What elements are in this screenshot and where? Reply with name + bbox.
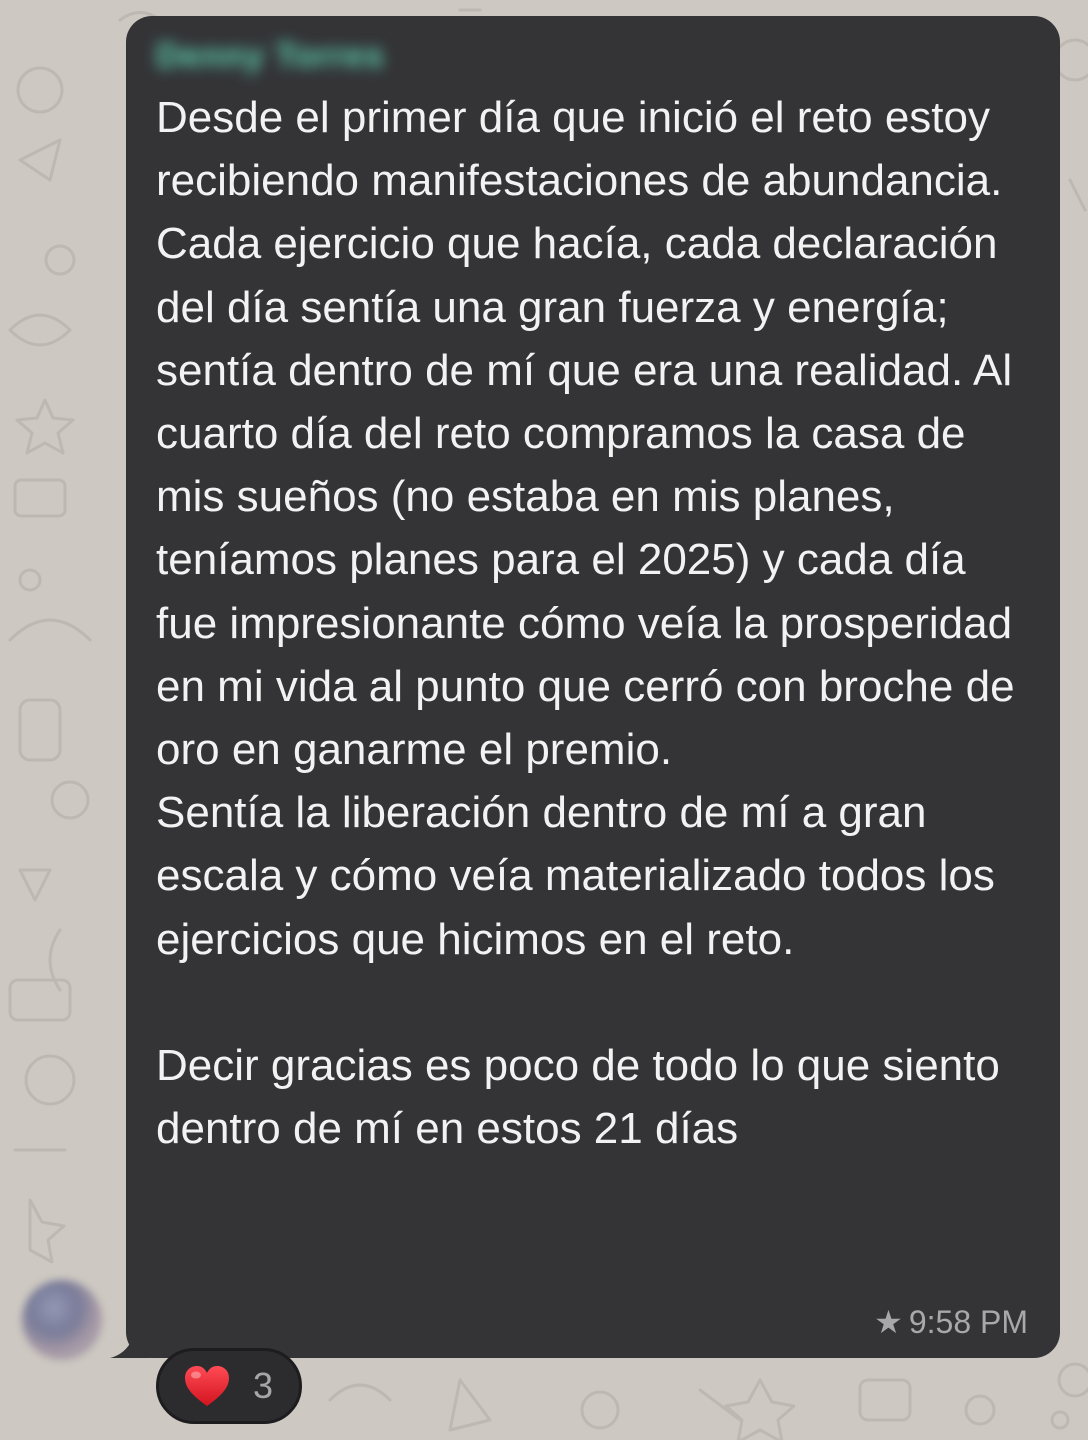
star-icon: ★ (874, 1304, 903, 1340)
message-text (156, 86, 1036, 1160)
message-paragraph-2: Sentía la liberación dentro de mí a gran escala y cómo veía materializado todos los ejercicios que hicimos en el reto. (156, 788, 995, 964)
heart-icon (183, 1364, 231, 1408)
reaction-pill[interactable] (156, 1348, 302, 1424)
sender-avatar[interactable] (22, 1280, 102, 1360)
message-meta (874, 1300, 1028, 1344)
message-paragraph-1: Desde el primer día que inició el reto estoy recibiendo manifestaciones de abundancia. Cada ejercicio que hacía, cada declaración del día sentía una gran fuerza y energía; sentía dentro de mí que era una realidad. Al cuarto día del reto compramos la casa de mis sueños (no estaba en mis planes, teníamos planes para el 2025) y cada día fue impresionante cómo veía la prosperidad en mi vida al punto que cerró con broche de oro en ganarme el premio. (156, 93, 1015, 775)
sender-name[interactable]: Denny Torres (156, 37, 385, 75)
reaction-count: 3 (253, 1365, 274, 1406)
message-paragraph-4: Decir gracias es poco de todo lo que siento dentro de mí en estos 21 días (156, 1041, 1000, 1154)
message-time: 9:58 PM (908, 1303, 1028, 1340)
